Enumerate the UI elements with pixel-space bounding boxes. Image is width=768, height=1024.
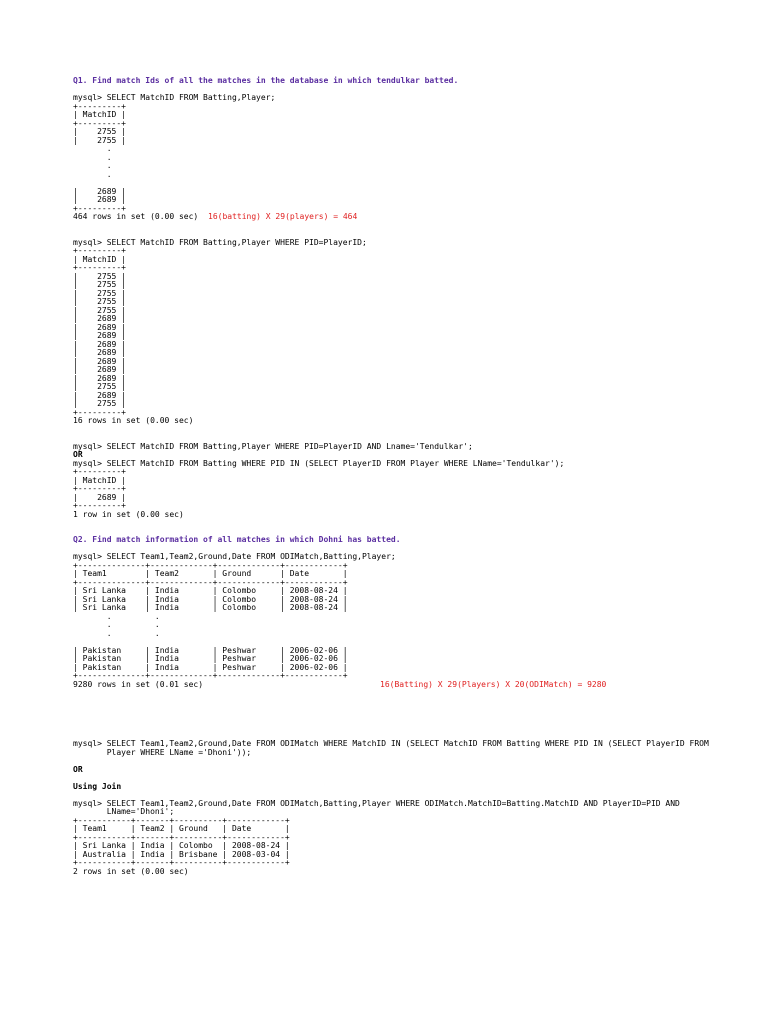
code-line: mysql> SELECT MatchID FROM Batting,Player WHERE PID=PlayerID; — [73, 237, 367, 247]
code-line: | 2755 | — [73, 280, 126, 289]
result-summary: 16 rows in set (0.00 sec) — [73, 416, 194, 425]
q1-query2-block — [73, 239, 753, 426]
code-line: mysql> SELECT Team1,Team2,Ground,Date FROM ODIMatch,Batting,Player WHERE ODIMatch.MatchID=Batting.MatchID AND PlayerID=PID AND — [73, 798, 680, 808]
or-separator: OR — [73, 450, 83, 459]
code-line: | 2689 | — [73, 314, 126, 323]
or-separator: OR — [73, 764, 83, 774]
code-line: | 2689 | — [73, 390, 126, 400]
code-line: +--------------+-------------+-------------+------------+ — [73, 560, 348, 570]
result-summary: 2 rows in set (0.00 sec) — [73, 866, 189, 876]
code-line: +-----------+-------+----------+------------+ — [73, 832, 290, 842]
code-line: | Sri Lanka | India | Colombo | 2008-08-24 | — [73, 841, 290, 850]
code-line: mysql> SELECT MatchID FROM Batting,Player WHERE PID=PlayerID AND Lname='Tendulkar'; — [73, 441, 473, 451]
code-line: +---------+ — [73, 407, 126, 417]
code-line: | MatchID | — [73, 254, 126, 264]
code-line: . . — [73, 628, 160, 638]
code-line: | Australia | India | Brisbane | 2008-03-04 | — [73, 849, 290, 859]
code-line: | MatchID | — [73, 110, 126, 119]
code-line: | 2755 | — [73, 127, 126, 136]
q2-heading: Q2. Find match information of all matches in which Dohni has batted. — [73, 535, 401, 544]
code-line: +---------+ — [73, 263, 126, 272]
code-line: | 2689 | — [73, 348, 126, 357]
code-line: | 2689 | — [73, 186, 126, 196]
code-line: | Sri Lanka | India | Colombo | 2008-08-24 | — [73, 603, 348, 612]
code-line: | Team1 | Team2 | Ground | Date | — [73, 824, 290, 833]
code-line: +---------+ — [73, 118, 126, 128]
code-line: | Pakistan | India | Peshwar | 2006-02-06 | — [73, 662, 348, 672]
code-line: | Pakistan | India | Peshwar | 2006-02-06 | — [73, 654, 348, 663]
code-line: mysql> SELECT Team1,Team2,Ground,Date FROM ODIMatch,Batting,Player; — [73, 552, 396, 561]
code-line: +---------+ — [73, 246, 126, 255]
using-join-label: Using Join — [73, 781, 122, 791]
code-line: | Team1 | Team2 | Ground | Date | — [73, 569, 348, 578]
code-line: . — [73, 161, 112, 170]
code-line: +---------+ — [73, 203, 126, 213]
code-line: | 2689 | — [73, 373, 126, 383]
code-line: | 2755 | — [73, 297, 126, 306]
code-line: | 2755 | — [73, 288, 126, 298]
code-line: . — [73, 152, 112, 162]
code-line: | 2755 | — [73, 135, 126, 145]
code-line: | Sri Lanka | India | Colombo | 2008-08-24 | — [73, 594, 348, 604]
code-line: | 2689 | — [73, 492, 126, 502]
calculation-note: 16(batting) X 29(players) = 464 — [208, 212, 358, 221]
code-line: | 2755 | — [73, 382, 126, 391]
document-body — [73, 77, 753, 876]
q2-query1-block — [73, 553, 753, 689]
code-line: | 2755 | — [73, 305, 126, 315]
code-line: | 2755 | — [73, 271, 126, 281]
code-line: +--------------+-------------+-------------+------------+ — [73, 577, 348, 587]
code-line: | 2689 | — [73, 356, 126, 366]
code-line: mysql> SELECT Team1,Team2,Ground,Date FROM ODIMatch WHERE MatchID IN (SELECT MatchID FROM Batting WHERE PID IN (SELECT PlayerID FROM — [73, 739, 709, 748]
code-line: Player WHERE LName ='Dhoni')); — [73, 747, 252, 757]
q2-query2-block — [73, 740, 753, 757]
code-line: | 2755 | — [73, 399, 126, 408]
code-line: LName='Dhoni'; — [73, 807, 175, 816]
code-line: mysql> SELECT MatchID FROM Batting,Player; — [73, 93, 276, 102]
q1-query1-result-row — [73, 213, 753, 222]
code-line: | Pakistan | India | Peshwar | 2006-02-06 | — [73, 645, 348, 655]
code-line: mysql> SELECT MatchID FROM Batting WHERE PID IN (SELECT PlayerID FROM Player WHERE LName='Tendulkar'); — [73, 458, 565, 468]
q1-heading: Q1. Find match Ids of all the matches in the database in which tendulkar batted. — [73, 76, 459, 85]
code-line: +--------------+-------------+-------------+------------+ — [73, 671, 348, 680]
code-line: +---------+ — [73, 484, 126, 493]
q1-query3-block — [73, 443, 753, 520]
code-line: . . — [73, 620, 160, 629]
q2-query1-result-row — [73, 681, 753, 690]
code-line: | 2689 | — [73, 331, 126, 340]
code-line: . . — [73, 611, 160, 621]
code-line: | 2689 | — [73, 195, 126, 204]
code-line: | 2689 | — [73, 322, 126, 332]
code-line: +---------+ — [73, 101, 126, 111]
code-line: +---------+ — [73, 501, 126, 510]
code-line: | 2689 | — [73, 365, 126, 374]
code-line: +-----------+-------+----------+------------+ — [73, 815, 290, 825]
result-summary: 9280 rows in set (0.01 sec) — [73, 679, 204, 689]
code-line: | MatchID | — [73, 475, 126, 485]
code-line: +---------+ — [73, 467, 126, 476]
q1-query1-block — [73, 94, 753, 222]
code-line: . — [73, 144, 112, 153]
result-summary: 1 row in set (0.00 sec) — [73, 509, 184, 519]
q2-query3-block — [73, 800, 753, 877]
code-line: +-----------+-------+----------+------------+ — [73, 858, 290, 867]
code-line — [73, 179, 753, 188]
code-line: | Sri Lanka | India | Colombo | 2008-08-24 | — [73, 586, 348, 595]
code-line: . — [73, 169, 112, 179]
result-summary: 464 rows in set (0.00 sec) — [73, 212, 199, 221]
code-line: | 2689 | — [73, 339, 126, 349]
calculation-note: 16(Batting) X 29(Players) X 20(ODIMatch) = 9280 — [380, 679, 607, 689]
